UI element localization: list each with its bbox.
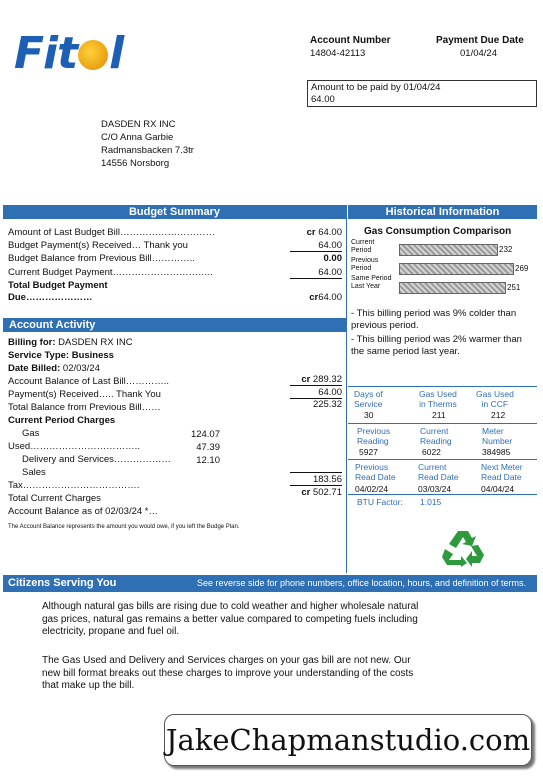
- date-billed: Date Billed: 02/03/24: [8, 363, 100, 374]
- balance-footnote: The Account Balance represents the amount you would owe, if you left the Budge Plan.: [8, 524, 240, 530]
- total-current-label: Total Current Charges: [8, 493, 101, 504]
- gas-consumption-chart: [399, 244, 539, 302]
- budget-row-label: Amount of Last Budget Bill…………………………: [8, 227, 215, 238]
- ccf-header: Gas Used in CCF: [476, 389, 514, 409]
- days-service-value: 30: [364, 410, 374, 420]
- curr-reading-header: Current Reading: [420, 426, 452, 446]
- account-number: 14804-42113: [310, 48, 366, 59]
- prev-read-date-header: Previous Read Date: [355, 462, 396, 482]
- amount-due-box: [307, 80, 537, 107]
- chart-bar: [399, 282, 506, 294]
- payments-label: Payment(s) Received….. Thank You: [8, 389, 161, 400]
- amount-due-value: 64.00: [311, 94, 335, 105]
- prev-reading-value: 5927: [359, 447, 378, 457]
- ccf-value: 212: [491, 410, 506, 420]
- budget-row-label: Budget Payment(s) Received… Thank you: [8, 240, 188, 251]
- meter-number-value: 384985: [482, 447, 511, 457]
- chart-bar-value: 232: [499, 245, 513, 254]
- prev-reading-header: Previous Reading: [357, 426, 391, 446]
- budget-summary-header: Budget Summary: [3, 205, 346, 219]
- sales-label: Sales: [22, 467, 46, 478]
- chart-bar-value: 269: [515, 264, 529, 273]
- chart-label-current: Current Period: [351, 239, 375, 254]
- comparison-note: - This billing period was 2% warmer than the same period last year.: [351, 334, 522, 357]
- table-rule: [348, 494, 537, 495]
- balance-as-of: Account Balance as of 02/03/24 *…: [8, 506, 158, 517]
- curr-read-date-value: 03/03/24: [418, 484, 452, 494]
- address-line: Radmansbacken 7.3tr: [101, 145, 194, 156]
- total-budget-value: cr64.00: [309, 292, 342, 303]
- sum-rule: [290, 278, 342, 279]
- comparison-note: - This billing period was 9% colder than previous period.: [351, 308, 517, 331]
- delivery-value: 12.10: [196, 455, 220, 466]
- table-rule: [348, 423, 537, 424]
- budget-row-value: cr 64.00: [306, 227, 342, 238]
- meter-number-header: Meter Number: [482, 426, 513, 446]
- chart-label-previous: Previous Period: [351, 257, 379, 272]
- table-rule: [348, 386, 537, 387]
- budget-row-value: 0.00: [323, 253, 342, 264]
- bill-format-paragraph: The Gas Used and Delivery and Services charges on your gas bill are not new. Our new bill format breaks out these charges to improve your understanding of the costs that make up the bill.: [42, 655, 414, 691]
- total-budget-label: Due…………………: [8, 292, 93, 303]
- sum-rule: [290, 485, 342, 486]
- flame-drop-icon: [78, 40, 108, 70]
- citizens-title: Citizens Serving You: [8, 577, 117, 589]
- address-line: DASDEN RX INC: [101, 119, 176, 130]
- btu-value: 1.015: [420, 497, 442, 507]
- last-balance-label: Account Balance of Last Bill…………..: [8, 376, 170, 387]
- citizens-note: See reverse side for phone numbers, office location, hours, and definition of terms.: [196, 578, 526, 588]
- chart-title: Gas Consumption Comparison: [364, 226, 512, 237]
- delivery-label: Delivery and Services………………: [22, 454, 171, 465]
- section-divider: [346, 205, 347, 573]
- curr-read-date-header: Current Read Date: [418, 462, 459, 482]
- company-logo: Fit l: [14, 28, 124, 79]
- historical-info-header: Historical Information: [348, 205, 537, 219]
- comparison-notes: [351, 308, 536, 358]
- citizens-header: [3, 575, 537, 592]
- tax-label: Tax……………………………….: [8, 480, 140, 491]
- prev-read-date-value: 04/02/24: [355, 484, 389, 494]
- watermark-banner: JakeChapmanstudio.com: [164, 714, 532, 766]
- address-line: 14556 Norsborg: [101, 158, 170, 169]
- service-type: Service Type: Business: [8, 350, 114, 361]
- due-date-label: Payment Due Date: [436, 35, 524, 46]
- account-activity-header: Account Activity: [3, 318, 346, 332]
- due-date: 01/04/24: [460, 48, 497, 59]
- gas-value: 124.07: [190, 429, 220, 440]
- budget-row-label: Budget Balance from Previous Bill…………..: [8, 253, 195, 264]
- chart-bar: [399, 263, 514, 275]
- sum-rule: [290, 385, 342, 386]
- budget-row-value: 64.00: [318, 267, 342, 278]
- total-current-value: cr 502.71: [301, 487, 342, 498]
- recycle-icon: [441, 529, 485, 572]
- total-prev-label: Total Balance from Previous Bill……: [8, 402, 161, 413]
- chart-labels: [351, 239, 391, 291]
- last-balance-value: cr 289.32: [301, 374, 342, 385]
- gas-price-paragraph: Although natural gas bills are rising due to cold weather and higher wholesale natural gas prices, natural gas remains a better value compared to competing fuels including electricity, propane and fuel oil.: [42, 601, 419, 637]
- therms-value: 211: [432, 410, 446, 420]
- mailing-address: [101, 118, 194, 170]
- table-rule: [348, 459, 537, 460]
- budget-row-label: Current Budget Payment…………………………..: [8, 267, 213, 278]
- btu-label: BTU Factor:: [357, 497, 403, 507]
- gas-label: Gas: [22, 428, 40, 439]
- account-number-label: Account Number: [310, 35, 391, 46]
- chart-bar: [399, 244, 498, 256]
- tax-value: 183.56: [312, 474, 342, 485]
- days-service-header: Days of Service: [354, 389, 383, 409]
- sum-rule: [290, 251, 342, 252]
- total-budget-label: Total Budget Payment: [8, 280, 108, 291]
- chart-bar-value: 251: [507, 283, 521, 292]
- used-value: 47.39: [196, 442, 220, 453]
- total-prev-value: 225.32: [312, 399, 342, 410]
- address-line: C/O Anna Garbie: [101, 132, 174, 143]
- sum-rule: [290, 472, 342, 473]
- curr-reading-value: 6022: [422, 447, 441, 457]
- next-read-date-value: 04/04/24: [481, 484, 515, 494]
- chart-label-lastyear: Same Period Last Year: [351, 275, 392, 290]
- amount-due-label: Amount to be paid by 01/04/24: [311, 82, 441, 93]
- budget-row-value: 64.00: [318, 240, 342, 251]
- used-label: Used……………………………..: [8, 441, 140, 452]
- current-charges-label: Current Period Charges: [8, 415, 116, 426]
- billing-for: Billing for: DASDEN RX INC: [8, 337, 133, 348]
- therms-header: Gas Used in Therms: [419, 389, 457, 409]
- payments-value: 64.00: [318, 387, 342, 398]
- next-read-date-header: Next Meter Read Date: [481, 462, 523, 482]
